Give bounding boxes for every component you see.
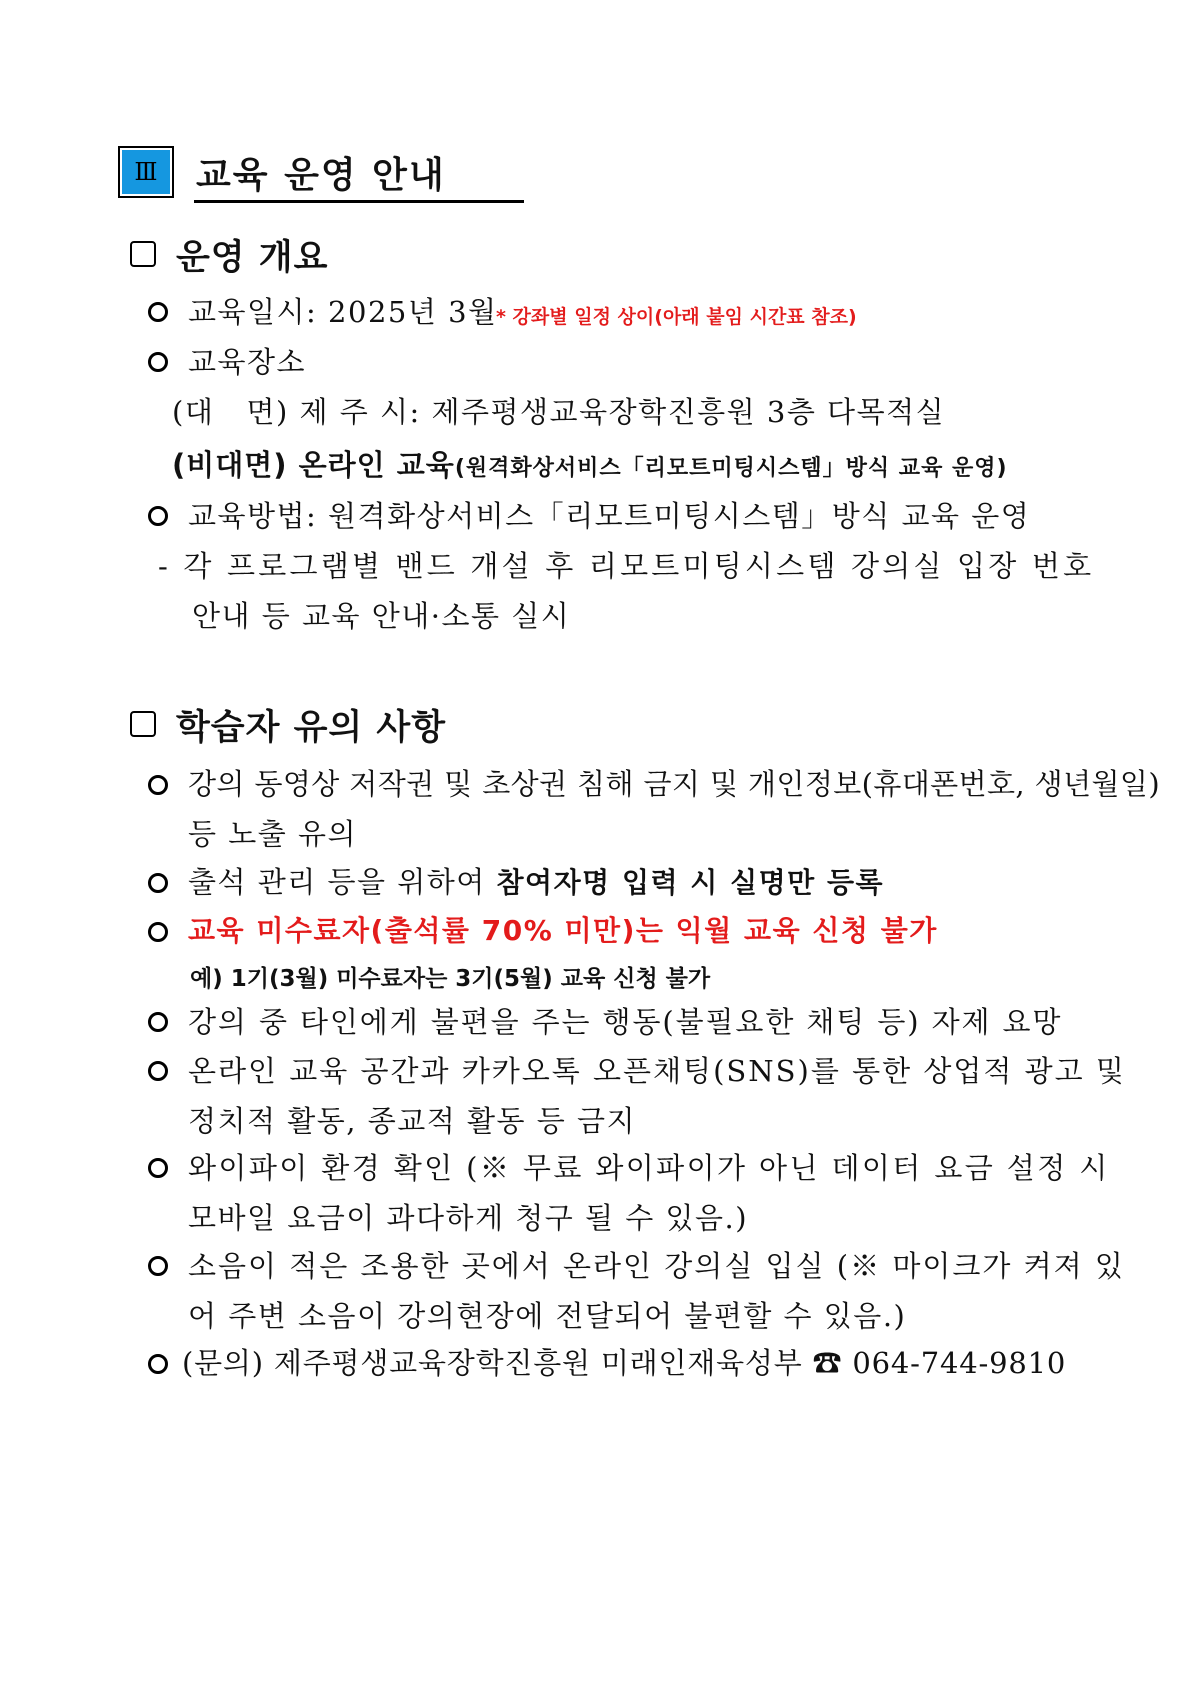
notes-heading: 학습자 유의 사항 (176, 708, 447, 748)
circle-bullet-icon (148, 352, 168, 372)
note-2-bold: 참여자명 입력 시 실명만 등록 (496, 866, 885, 899)
note-1-line-1: 강의 동영상 저작권 및 초상권 침해 금지 및 개인정보(휴대폰번호, 생년월일) (188, 767, 1161, 801)
circle-bullet-icon (148, 1158, 168, 1178)
note-3-example: 예) 1기(3월) 미수료자는 3기(5월) 교육 신청 불가 (190, 966, 711, 992)
section-title: 교육 운영 안내 (196, 155, 446, 196)
note-7-line-1: 소음이 적은 조용한 곳에서 온라인 강의실 입실 (※ 마이크가 켜져 있 (188, 1249, 1125, 1283)
section-number: Ⅲ (122, 150, 170, 194)
circle-bullet-icon (148, 775, 168, 795)
contact-info: (문의) 제주평생교육장학진흥원 미래인재육성부 ☎ 064-744-9810 (182, 1346, 1067, 1380)
circle-bullet-icon (148, 873, 168, 893)
note-2-normal: 출석 관리 등을 위하여 (188, 865, 486, 899)
note-1-line-2: 등 노출 유의 (188, 817, 358, 851)
schedule-note: * 강좌별 일정 상이(아래 붙임 시간표 참조) (496, 306, 857, 328)
note-4: 강의 중 타인에게 불편을 주는 행동(불필요한 채팅 등) 자제 요망 (188, 1005, 1063, 1039)
circle-bullet-icon (148, 1256, 168, 1276)
note-5-line-1: 온라인 교육 공간과 카카오톡 오픈채팅(SNS)를 통한 상업적 광고 및 (188, 1054, 1126, 1088)
checkbox-icon (130, 711, 156, 737)
note-6-line-1: 와이파이 환경 확인 (※ 무료 와이파이가 아닌 데이터 요금 설정 시 (188, 1151, 1110, 1185)
circle-bullet-icon (148, 1061, 168, 1081)
place-online-main: (비대면) 온라인 교육 (172, 448, 455, 482)
circle-bullet-icon (148, 302, 168, 322)
schedule-label: 교육일시: 2025년 3월 (188, 295, 498, 329)
method: 교육방법: 원격화상서비스「리모트미팅시스템」방식 교육 운영 (188, 499, 1031, 533)
circle-bullet-icon (148, 506, 168, 526)
circle-bullet-icon (148, 922, 168, 942)
note-6-line-2: 모바일 요금이 과다하게 청구 될 수 있음.) (188, 1201, 749, 1235)
method-detail-2: 안내 등 교육 안내·소통 실시 (192, 599, 571, 633)
section-underline (194, 200, 524, 203)
circle-bullet-icon (148, 1012, 168, 1032)
note-3: 교육 미수료자(출석률 70% 미만)는 익월 교육 신청 불가 (188, 914, 938, 947)
place-online (172, 443, 1008, 484)
place-offline: (대 면) 제 주 시: 제주평생교육장학진흥원 3층 다목적실 (172, 395, 946, 429)
method-detail-1: - 각 프로그램별 밴드 개설 후 리모트미팅시스템 강의실 입장 번호 (158, 549, 1095, 583)
overview-heading: 운영 개요 (176, 238, 329, 278)
note-5-line-2: 정치적 활동, 종교적 활동 등 금지 (188, 1104, 636, 1138)
place-label: 교육장소 (188, 345, 307, 379)
checkbox-icon (130, 241, 156, 267)
circle-bullet-icon (148, 1354, 168, 1374)
section-number-box (118, 146, 174, 198)
note-2 (188, 860, 884, 901)
note-7-line-2: 어 주변 소음이 강의현장에 전달되어 불편할 수 있음.) (188, 1299, 907, 1333)
place-online-note: (원격화상서비스「리모트미팅시스템」방식 교육 운영) (454, 456, 1008, 481)
